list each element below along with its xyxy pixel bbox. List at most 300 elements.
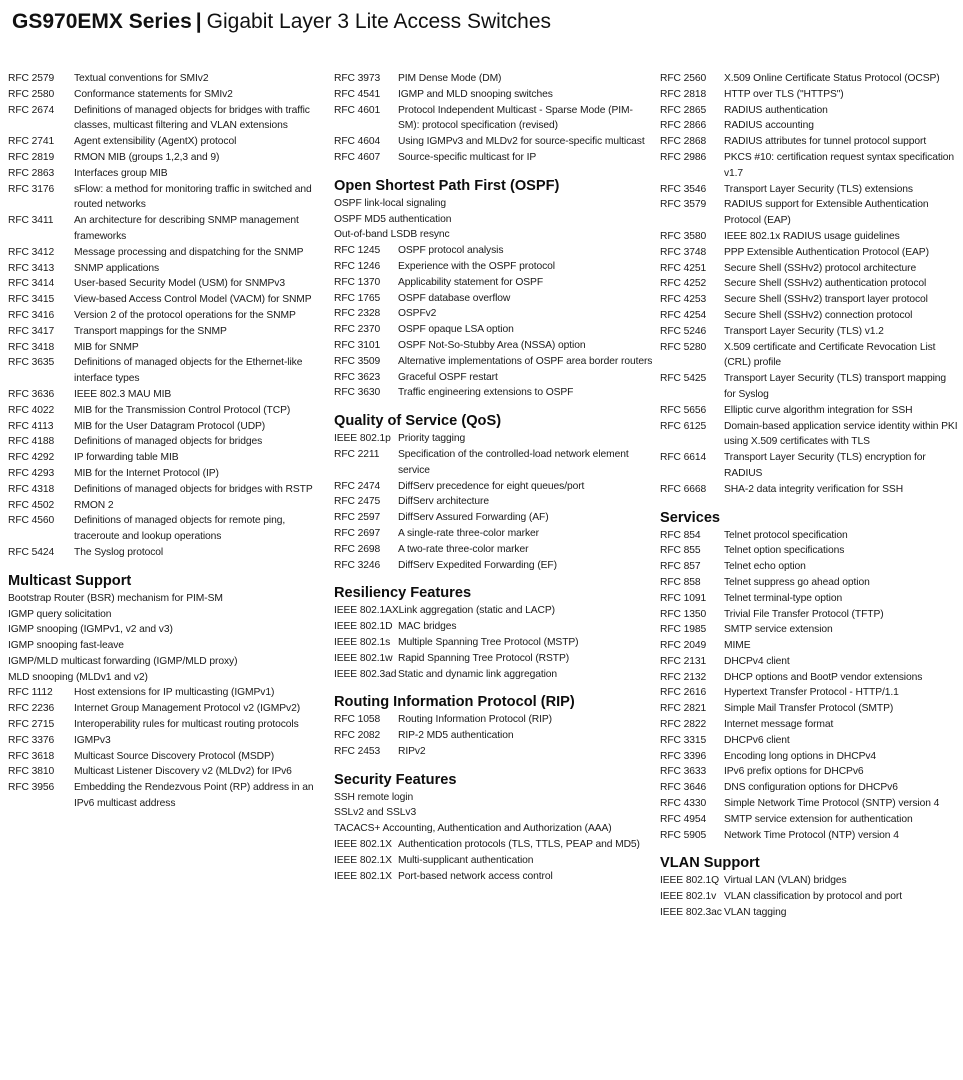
- page-title-subtitle: Gigabit Layer 3 Lite Access Switches: [206, 10, 552, 33]
- list-item: [660, 670, 960, 686]
- standards-list: [334, 790, 654, 885]
- list-item: [8, 292, 326, 308]
- standard-code: RFC 4560: [8, 515, 55, 527]
- list-item: [660, 292, 960, 308]
- standard-description: A two-rate three-color marker: [398, 543, 529, 555]
- list-item: [660, 733, 960, 749]
- standard-code: RFC 3376: [8, 734, 55, 746]
- standard-description: HTTP over TLS ("HTTPS"): [724, 88, 844, 100]
- standard-description: Elliptic curve algorithm integration for SSH: [724, 404, 913, 416]
- standard-description: X.509 certificate and Certificate Revocation List (CRL) profile: [724, 341, 936, 369]
- list-item: [660, 276, 960, 292]
- standard-code: RFC 2863: [8, 167, 55, 179]
- list-item: [660, 103, 960, 119]
- standard-code: IEEE 802.1Q: [660, 875, 720, 887]
- standard-code: RFC 3580: [660, 230, 707, 242]
- standard-description: DiffServ precedence for eight queues/port: [398, 480, 585, 492]
- standard-description: OSPFv2: [398, 308, 437, 320]
- standard-code: RFC 1112: [8, 687, 53, 699]
- list-item: [334, 603, 654, 619]
- standard-code: RFC 3413: [8, 262, 55, 274]
- standards-list: [8, 591, 326, 812]
- standard-description: Alternative implementations of OSPF area border routers: [398, 355, 653, 367]
- standard-description: DHCPv4 client: [724, 655, 790, 667]
- standard-description: Experience with the OSPF protocol: [398, 260, 555, 272]
- standard-code: RFC 6614: [660, 452, 707, 464]
- page-title-series: GS970EMX Series: [12, 10, 192, 33]
- standard-description: RMON MIB (groups 1,2,3 and 9): [74, 151, 220, 163]
- list-item: [334, 259, 654, 275]
- standard-code: RFC 3546: [660, 183, 707, 195]
- standard-description: Interoperability rules for multicast routing protocols: [74, 719, 299, 731]
- list-item: [334, 542, 654, 558]
- list-item: [8, 780, 326, 812]
- standard-code: RFC 6125: [660, 420, 707, 432]
- standard-description: SMTP service extension for authentication: [724, 813, 913, 825]
- standard-code: RFC 4292: [8, 452, 55, 464]
- list-item: [8, 166, 326, 182]
- standard-code: RFC 5905: [660, 829, 707, 841]
- list-item: [660, 607, 960, 623]
- list-item: [660, 638, 960, 654]
- list-item: [8, 87, 326, 103]
- standard-description: Telnet option specifications: [724, 545, 845, 557]
- standard-description: DiffServ architecture: [398, 496, 489, 508]
- list-item: [660, 559, 960, 575]
- standard-description: Virtual LAN (VLAN) bridges: [724, 875, 847, 887]
- standard-description: Telnet protocol specification: [724, 529, 848, 541]
- standard-description: Multicast Listener Discovery v2 (MLDv2) for IPv6: [74, 766, 292, 778]
- list-item: [660, 261, 960, 277]
- column-3: [660, 71, 960, 921]
- standard-description: Message processing and dispatching for the SNMP: [74, 246, 304, 258]
- standard-code: RFC 1246: [334, 260, 381, 272]
- standard-description: MIB for SNMP: [74, 341, 139, 353]
- standard-code: RFC 5280: [660, 341, 707, 353]
- standard-code: RFC 4022: [8, 404, 55, 416]
- list-item: [334, 728, 654, 744]
- standard-code: RFC 4604: [334, 136, 381, 148]
- standard-description: IEEE 802.1x RADIUS usage guidelines: [724, 230, 900, 242]
- standard-code: RFC 3646: [660, 782, 707, 794]
- standard-description: Simple Mail Transfer Protocol (SMTP): [724, 703, 894, 715]
- standard-code: RFC 2986: [660, 151, 707, 163]
- standard-description: MIB for the User Datagram Protocol (UDP): [74, 420, 266, 432]
- standard-description: MIME: [724, 640, 751, 652]
- list-item: [334, 790, 654, 806]
- standard-code: RFC 2818: [660, 88, 707, 100]
- list-item: [660, 87, 960, 103]
- standard-code: RFC 2697: [334, 527, 381, 539]
- list-item: [660, 134, 960, 150]
- list-item: [660, 889, 960, 905]
- list-item: [8, 324, 326, 340]
- list-item: [660, 118, 960, 134]
- list-item: [334, 431, 654, 447]
- standard-description: SSH remote login: [334, 791, 414, 803]
- list-item: [334, 837, 654, 853]
- standard-code: RFC 3636: [8, 388, 55, 400]
- list-item: [8, 276, 326, 292]
- list-item: [660, 622, 960, 638]
- standard-description: TACACS+ Accounting, Authentication and Authorization (AAA): [334, 823, 612, 835]
- standard-description: IPv6 prefix options for DHCPv6: [724, 766, 864, 778]
- list-item: [660, 873, 960, 889]
- standard-code: RFC 3412: [8, 246, 55, 258]
- standard-description: Trivial File Transfer Protocol (TFTP): [724, 608, 884, 620]
- standard-description: DHCPv6 client: [724, 734, 790, 746]
- list-item: [334, 71, 654, 87]
- list-item: [334, 134, 654, 150]
- standard-code: RFC 858: [660, 576, 701, 588]
- standard-code: IEEE 802.1p: [334, 433, 391, 445]
- standard-code: RFC 1370: [334, 276, 381, 288]
- list-item: [8, 434, 326, 450]
- standard-code: RFC 3417: [8, 325, 55, 337]
- standards-list: [660, 873, 960, 920]
- list-item: [8, 419, 326, 435]
- standard-code: RFC 2865: [660, 104, 707, 116]
- section-services: [660, 510, 960, 844]
- standard-code: RFC 3810: [8, 766, 55, 778]
- standard-code: RFC 2236: [8, 703, 55, 715]
- list-item: [8, 450, 326, 466]
- list-item: [660, 685, 960, 701]
- section-security-features: [334, 772, 654, 885]
- list-item: [660, 812, 960, 828]
- standard-description: OSPF Not-So-Stubby Area (NSSA) option: [398, 339, 586, 351]
- standard-code: RFC 3416: [8, 309, 55, 321]
- standard-code: RFC 2370: [334, 324, 381, 336]
- standard-description: VLAN tagging: [724, 907, 787, 919]
- list-item: [334, 291, 654, 307]
- standard-code: RFC 3973: [334, 73, 381, 84]
- standard-description: sFlow: a method for monitoring traffic in switched and routed networks: [74, 183, 312, 211]
- standard-description: Routing Information Protocol (RIP): [398, 714, 552, 726]
- standard-description: Transport Layer Security (TLS) transport mapping for Syslog: [724, 373, 947, 400]
- section-title: Quality of Service (QoS): [334, 413, 502, 430]
- standard-code: RFC 3396: [660, 750, 707, 762]
- section-title: VLAN Support: [660, 855, 760, 872]
- list-item: [334, 510, 654, 526]
- standard-description: The Syslog protocol: [74, 546, 164, 558]
- list-item: [660, 371, 960, 403]
- list-item: [334, 869, 654, 885]
- standard-description: X.509 Online Certificate Status Protocol (OCSP): [724, 73, 940, 84]
- list-item: [660, 182, 960, 198]
- standard-description: Transport Layer Security (TLS) encryption for RADIUS: [724, 452, 926, 479]
- list-item: [334, 526, 654, 542]
- standard-description: Hypertext Transfer Protocol - HTTP/1.1: [724, 687, 899, 699]
- list-item: [8, 545, 326, 561]
- standard-description: Internet Group Management Protocol v2 (IGMPv2): [74, 703, 301, 715]
- list-item: [334, 712, 654, 728]
- standard-code: RFC 4502: [8, 499, 55, 511]
- page-title-separator: |: [195, 10, 202, 33]
- list-item: [334, 558, 654, 574]
- standard-description: RADIUS support for Extensible Authentication Protocol (EAP): [724, 199, 929, 227]
- list-item: [334, 87, 654, 103]
- standard-description: Using IGMPv3 and MLDv2 for source-specific multicast: [398, 136, 645, 148]
- standard-code: RFC 4113: [8, 420, 54, 432]
- standard-code: RFC 4954: [660, 813, 707, 825]
- standard-description: Network Time Protocol (NTP) version 4: [724, 829, 899, 841]
- column-1: [8, 71, 326, 812]
- list-item: [334, 744, 654, 760]
- list-item: [8, 387, 326, 403]
- standard-description: Multi-supplicant authentication: [398, 854, 534, 866]
- standard-code: RFC 5424: [8, 546, 55, 558]
- standard-description: IGMP and MLD snooping switches: [398, 88, 553, 100]
- list-item: [334, 479, 654, 495]
- standard-code: RFC 2616: [660, 687, 707, 699]
- standard-description: Graceful OSPF restart: [398, 371, 498, 383]
- standard-description: IGMP query solicitation: [8, 608, 112, 620]
- standard-code: RFC 2866: [660, 120, 707, 132]
- column-2: [334, 71, 654, 884]
- standard-description: RADIUS accounting: [724, 120, 814, 132]
- standard-code: RFC 1350: [660, 608, 707, 620]
- standard-code: RFC 3623: [334, 371, 381, 383]
- standard-description: Traffic engineering extensions to OSPF: [398, 387, 574, 399]
- standard-description: SHA-2 data integrity verification for SSH: [724, 483, 904, 495]
- list-item: [334, 667, 654, 683]
- list-item: [8, 71, 326, 87]
- standard-description: Domain-based application service identity within PKI using X.509 certificates with TLS: [724, 420, 958, 448]
- standard-description: MLD snooping (MLDv1 and v2): [8, 671, 148, 683]
- standard-code: IEEE 802.1s: [334, 636, 391, 648]
- standard-description: Source-specific multicast for IP: [398, 151, 537, 163]
- standards-list: [660, 528, 960, 844]
- list-item: [334, 243, 654, 259]
- standard-code: RFC 4601: [334, 104, 381, 116]
- list-item: [8, 685, 326, 701]
- standard-description: View-based Access Control Model (VACM) for SNMP: [74, 294, 312, 306]
- standard-code: RFC 4330: [660, 798, 707, 810]
- standard-code: IEEE 802.1v: [660, 891, 717, 903]
- standard-code: RFC 4251: [660, 262, 707, 274]
- list-item: [8, 182, 326, 214]
- standard-code: RFC 1765: [334, 292, 381, 304]
- standard-description: Simple Network Time Protocol (SNTP) version 4: [724, 798, 940, 810]
- standard-description: Port-based network access control: [398, 870, 553, 882]
- standard-description: RIP-2 MD5 authentication: [398, 730, 514, 742]
- standard-code: RFC 3633: [660, 766, 707, 778]
- section-open-shortest-path-first-ospf: [334, 178, 654, 401]
- list-item: [660, 764, 960, 780]
- list-item: [660, 905, 960, 921]
- standard-description: Protocol Independent Multicast - Sparse Mode (PIM-SM): protocol specification (revised): [398, 104, 633, 132]
- standard-code: RFC 2475: [334, 496, 381, 508]
- standard-code: RFC 4252: [660, 278, 707, 290]
- section-title: Resiliency Features: [334, 585, 472, 602]
- list-item: [660, 749, 960, 765]
- list-item: [334, 227, 654, 243]
- list-item: [8, 355, 326, 387]
- list-item: [334, 354, 654, 370]
- standard-description: Specification of the controlled-load network element service: [398, 448, 629, 476]
- standard-description: IGMP snooping fast-leave: [8, 640, 124, 652]
- list-item: [8, 607, 326, 623]
- standard-description: An architecture for describing SNMP management frameworks: [74, 215, 299, 242]
- standard-description: Transport Layer Security (TLS) extensions: [724, 183, 913, 195]
- standard-description: RADIUS attributes for tunnel protocol support: [724, 136, 927, 148]
- list-item: [334, 306, 654, 322]
- standard-code: RFC 4254: [660, 309, 707, 321]
- list-item: [334, 103, 654, 135]
- list-item: [334, 853, 654, 869]
- standard-code: RFC 2822: [660, 719, 707, 731]
- standard-description: DiffServ Expedited Forwarding (EF): [398, 559, 557, 571]
- standard-code: RFC 1985: [660, 624, 707, 636]
- standard-code: RFC 3956: [8, 782, 55, 794]
- list-item: [8, 670, 326, 686]
- standard-description: Conformance statements for SMIv2: [74, 88, 233, 100]
- standard-description: Multiple Spanning Tree Protocol (MSTP): [398, 636, 579, 648]
- standard-description: Rapid Spanning Tree Protocol (RSTP): [398, 652, 570, 664]
- standard-description: Definitions of managed objects for the Ethernet-like interface types: [74, 357, 303, 385]
- section-title: Multicast Support: [8, 572, 132, 589]
- list-item: [8, 403, 326, 419]
- standards-list: [334, 196, 654, 401]
- standard-description: A single-rate three-color marker: [398, 527, 540, 539]
- standard-description: IGMP snooping (IGMPv1, v2 and v3): [8, 624, 173, 636]
- list-item: [8, 134, 326, 150]
- section-standards-list: [8, 71, 326, 561]
- list-item: [334, 385, 654, 401]
- list-item: [8, 701, 326, 717]
- standard-code: RFC 2560: [660, 73, 707, 84]
- standard-code: RFC 5425: [660, 373, 707, 385]
- standard-code: RFC 2821: [660, 703, 707, 715]
- standard-description: Internet message format: [724, 719, 834, 731]
- standard-description: OSPF MD5 authentication: [334, 213, 452, 225]
- standard-code: RFC 2049: [660, 640, 707, 652]
- list-item: [660, 71, 960, 87]
- standards-list: [334, 712, 654, 759]
- standard-description: Definitions of managed objects for bridges with RSTP: [74, 483, 313, 495]
- standard-code: RFC 2453: [334, 745, 381, 757]
- list-item: [334, 651, 654, 667]
- standard-code: RFC 3414: [8, 278, 55, 290]
- list-item: [660, 591, 960, 607]
- standard-description: MIB for the Transmission Control Protocol (TCP): [74, 404, 291, 416]
- list-item: [334, 196, 654, 212]
- standard-description: Embedding the Rendezvous Point (RP) address in an IPv6 multicast address: [74, 782, 314, 810]
- standard-code: IEEE 802.1w: [334, 652, 393, 664]
- section-multicast-support: [8, 573, 326, 812]
- standard-code: RFC 3635: [8, 357, 55, 369]
- list-item: [8, 591, 326, 607]
- section-title: Services: [660, 509, 721, 526]
- standard-description: PIM Dense Mode (DM): [398, 73, 502, 84]
- standard-description: Version 2 of the protocol operations for the SNMP: [74, 309, 296, 321]
- standard-code: RFC 2579: [8, 73, 55, 84]
- standard-code: RFC 4607: [334, 151, 381, 163]
- list-item: [660, 575, 960, 591]
- standard-description: Definitions of managed objects for bridges: [74, 436, 263, 448]
- standard-description: User-based Security Model (USM) for SNMPv3: [74, 278, 285, 290]
- standard-description: RMON 2: [74, 499, 114, 511]
- standard-code: RFC 3415: [8, 294, 55, 306]
- list-item: [8, 261, 326, 277]
- standard-description: IP forwarding table MIB: [74, 452, 179, 464]
- standard-description: OSPF database overflow: [398, 292, 511, 304]
- list-item: [334, 635, 654, 651]
- list-item: [8, 513, 326, 545]
- standard-code: RFC 3418: [8, 341, 55, 353]
- standard-code: IEEE 802.1X: [334, 839, 392, 851]
- section-title: Security Features: [334, 771, 457, 788]
- list-item: [334, 447, 654, 479]
- standard-description: SSLv2 and SSLv3: [334, 807, 417, 819]
- list-item: [660, 528, 960, 544]
- standard-description: SMTP service extension: [724, 624, 833, 636]
- section-standards-list: [660, 71, 960, 498]
- standard-code: RFC 2328: [334, 308, 381, 320]
- section-vlan-support: [660, 855, 960, 920]
- standard-code: RFC 3101: [334, 339, 381, 351]
- list-item: [8, 150, 326, 166]
- list-item: [660, 450, 960, 482]
- standard-code: RFC 2741: [8, 136, 55, 148]
- list-item: [660, 229, 960, 245]
- standard-code: RFC 2674: [8, 104, 55, 116]
- standard-description: PPP Extensible Authentication Protocol (EAP): [724, 246, 929, 258]
- standard-code: RFC 3618: [8, 750, 55, 762]
- list-item: [660, 150, 960, 182]
- standard-code: RFC 2474: [334, 480, 381, 492]
- list-item: [660, 654, 960, 670]
- standard-description: Transport Layer Security (TLS) v1.2: [724, 325, 884, 337]
- standard-description: Multicast Source Discovery Protocol (MSDP): [74, 750, 275, 762]
- standard-code: RFC 2698: [334, 543, 381, 555]
- standard-description: Telnet echo option: [724, 561, 806, 573]
- list-item: [660, 324, 960, 340]
- list-item: [334, 275, 654, 291]
- standard-code: RFC 5656: [660, 404, 707, 416]
- standard-code: RFC 4293: [8, 467, 55, 479]
- standards-list: [660, 71, 960, 498]
- list-item: [660, 245, 960, 261]
- list-item: [8, 466, 326, 482]
- list-item: [8, 498, 326, 514]
- standard-description: Secure Shell (SSHv2) connection protocol: [724, 309, 913, 321]
- standards-list: [334, 603, 654, 682]
- standard-code: RFC 854: [660, 529, 701, 541]
- list-item: [8, 308, 326, 324]
- standard-code: IEEE 802.1X: [334, 854, 392, 866]
- list-item: [660, 717, 960, 733]
- list-item: [334, 805, 654, 821]
- list-item: [8, 482, 326, 498]
- standard-code: RFC 2211: [334, 448, 380, 460]
- standard-code: RFC 2715: [8, 719, 55, 731]
- section-title: Open Shortest Path First (OSPF): [334, 177, 560, 194]
- list-item: [660, 482, 960, 498]
- list-item: [334, 619, 654, 635]
- list-item: [660, 197, 960, 229]
- section-quality-of-service-qos: [334, 413, 654, 573]
- standards-list: [334, 431, 654, 573]
- list-item: [8, 638, 326, 654]
- list-item: [334, 212, 654, 228]
- standard-description: Telnet suppress go ahead option: [724, 576, 870, 588]
- standard-code: RFC 1058: [334, 714, 381, 726]
- standard-code: RFC 6668: [660, 483, 707, 495]
- list-item: [660, 796, 960, 812]
- standard-code: RFC 2868: [660, 136, 707, 148]
